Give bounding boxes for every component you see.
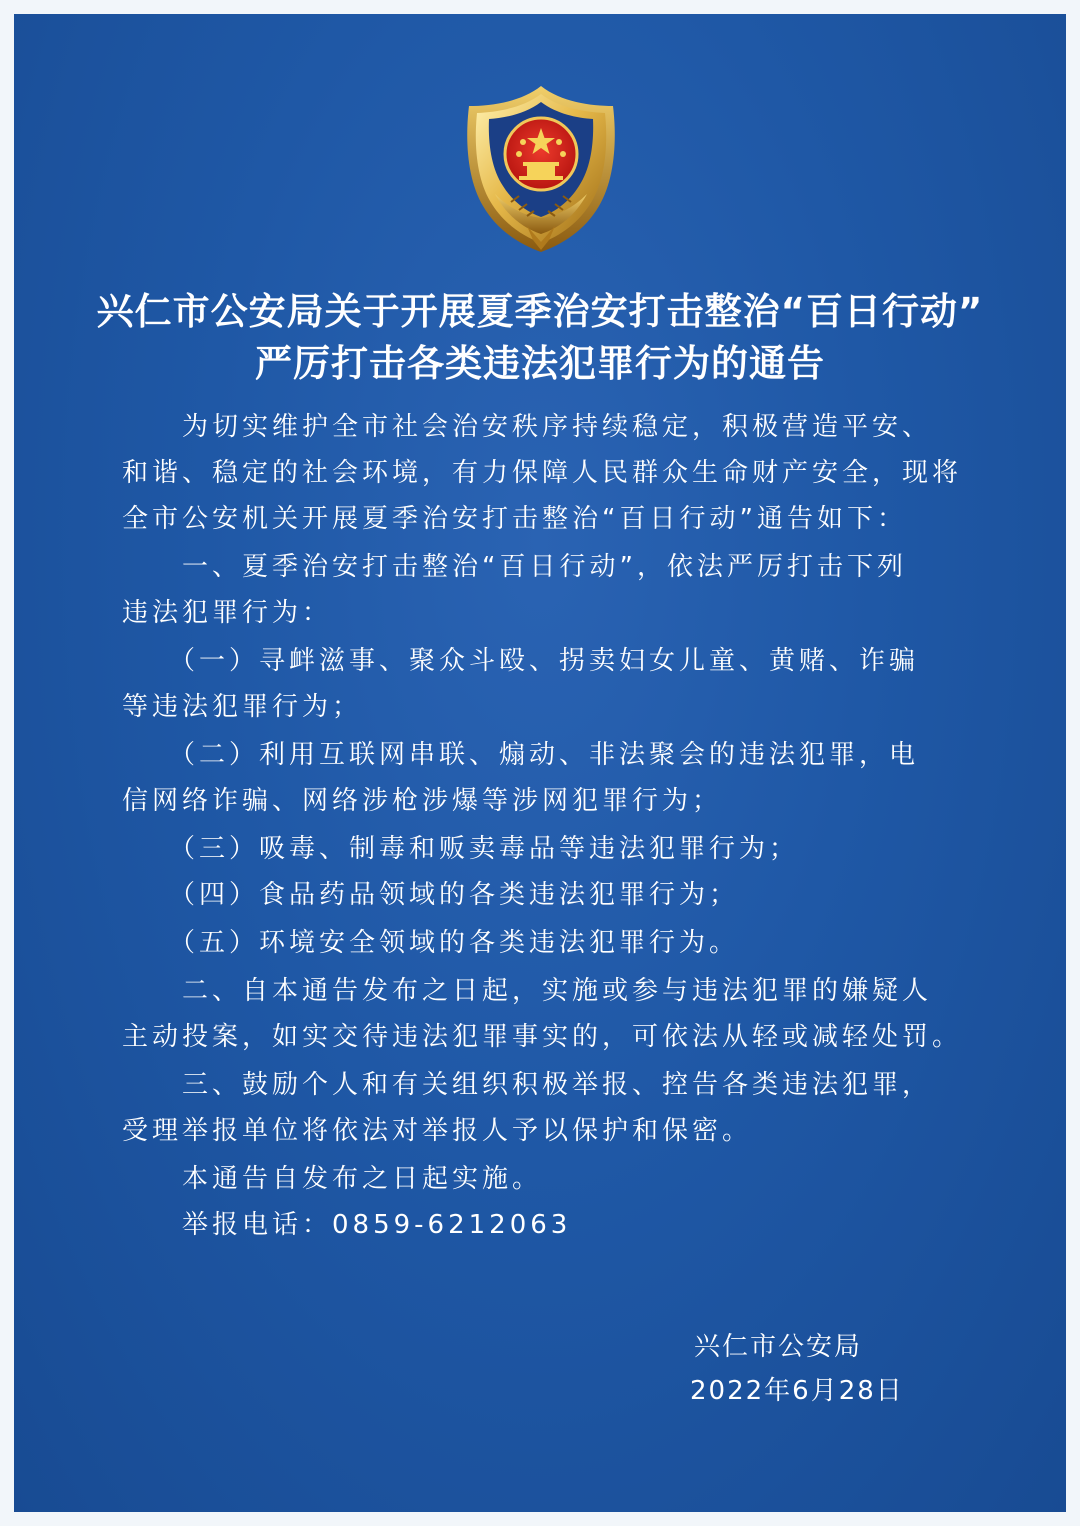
notice-line: （五）环境安全领域的各类违法犯罪行为。 [122, 928, 740, 958]
notice-line: 主动投案，如实交待违法犯罪事实的，可依法从轻或减轻处罚。 [122, 1022, 963, 1052]
hotline-line: 举报电话：0859-6212063 [122, 1210, 572, 1240]
notice-line: （三）吸毒、制毒和贩卖毒品等违法犯罪行为； [122, 834, 800, 864]
notice-line: 本通告自发布之日起实施。 [122, 1164, 543, 1194]
notice-line: 受理举报单位将依法对举报人予以保护和保密。 [122, 1116, 753, 1146]
notice-line: （四）食品药品领域的各类违法犯罪行为； [122, 880, 740, 910]
notice-line: 三、鼓励个人和有关组织积极举报、控告各类违法犯罪， [122, 1070, 933, 1100]
notice-line: （一）寻衅滋事、聚众斗殴、拐卖妇女儿童、黄赌、诈骗 [122, 646, 920, 676]
police-emblem-icon [461, 84, 621, 254]
issuer-signature: 兴仁市公安局 [694, 1332, 863, 1362]
notice-line: 和谐、稳定的社会环境，有力保障人民群众生命财产安全，现将 [122, 458, 963, 488]
notice-line: （二）利用互联网串联、煽动、非法聚会的违法犯罪，电 [122, 740, 920, 770]
notice-line: 信网络诈骗、网络涉枪涉爆等涉网犯罪行为； [122, 786, 723, 816]
notice-poster [14, 14, 1066, 1512]
notice-title-line-2: 严厉打击各类违法犯罪行为的通告 [255, 342, 825, 385]
notice-line: 等违法犯罪行为； [122, 692, 363, 722]
notice-line: 二、自本通告发布之日起，实施或参与违法犯罪的嫌疑人 [122, 976, 933, 1006]
issue-date: 2022年6月28日 [690, 1376, 904, 1406]
notice-line: 全市公安机关开展夏季治安打击整治“百日行动”通告如下： [122, 504, 907, 534]
notice-title-line-1: 兴仁市公安局关于开展夏季治安打击整治“百日行动” [96, 290, 984, 333]
notice-line: 一、夏季治安打击整治“百日行动”，依法严厉打击下列 [122, 552, 907, 582]
notice-line: 违法犯罪行为： [122, 598, 333, 628]
notice-line: 为切实维护全市社会治安秩序持续稳定，积极营造平安、 [122, 412, 933, 442]
